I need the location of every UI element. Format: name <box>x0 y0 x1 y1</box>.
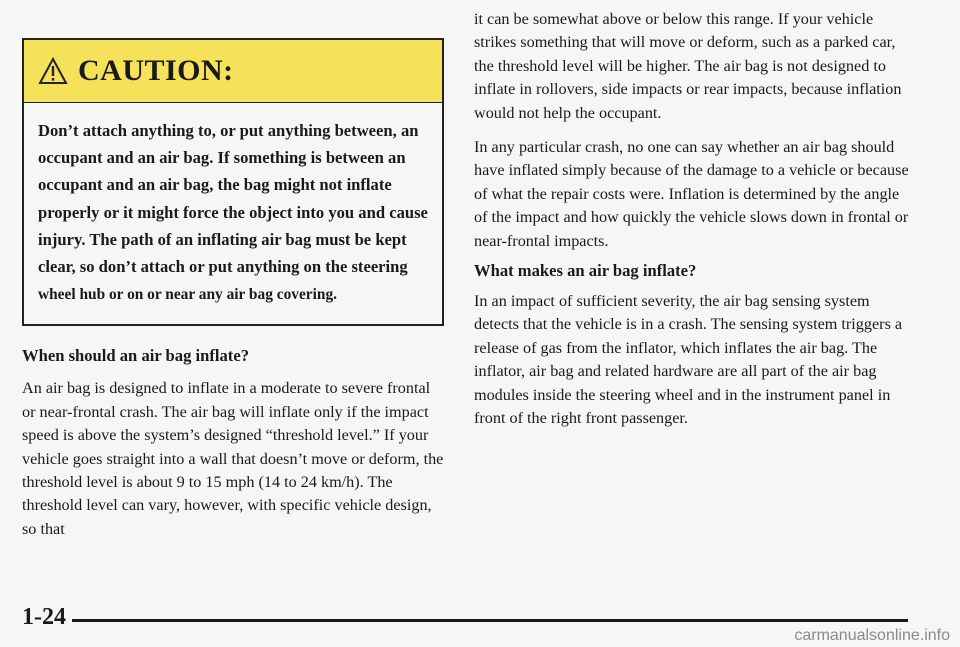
warning-triangle-icon <box>38 57 68 85</box>
caution-box <box>22 38 444 326</box>
caution-body-tail: wheel hub or on or near any air bag covering. <box>38 286 337 304</box>
page-number: 1-24 <box>22 604 66 630</box>
caution-body-text: Don’t attach anything to, or put anything between, an occupant and an air bag. If something is between an occupant and an air bag, the bag might not inflate properly or it might force the object into you and cause injury. The path of an inflating air bag must be kept clear, so don’t attach or put anything on the steering <box>38 121 428 277</box>
caution-header <box>24 40 442 103</box>
right-column <box>474 8 914 431</box>
paragraph-any-crash: In any particular crash, no one can say whether an air bag should have inflated simply because of the damage to a vehicle or because of what the repair costs were. Inflation is determined by the angle of the impact and how quickly the vehicle slows down in frontal or near-frontal impacts. <box>474 138 909 250</box>
section-heading-what-makes-inflate: What makes an air bag inflate? <box>474 261 697 281</box>
page-footer <box>22 604 908 631</box>
paragraph-threshold-range: it can be somewhat above or below this range. If your vehicle strikes something that will move or deform, such as a parked car, the threshold level will be higher. The air bag is not designed to inflate in rollovers, side impacts or rear impacts, because inflation would not help the occupant. <box>474 10 902 122</box>
footer-rule <box>72 619 908 622</box>
watermark: carmanualsonline.info <box>794 627 950 644</box>
caution-title: CAUTION: <box>78 54 234 87</box>
caution-text <box>24 103 442 324</box>
paragraph-sensing-system: In an impact of sufficient severity, the air bag sensing system detects that the vehicle is in a crash. The sensing system triggers a release of gas from the inflator, which inflates the air bag. The inflator, air bag and related hardware are all part of the air bag modules inside the steering wheel and in the instrument panel in front of the right front passenger. <box>474 292 903 428</box>
section-heading-when-inflate: When should an air bag inflate? <box>22 346 249 366</box>
paragraph-when-inflate: An air bag is designed to inflate in a moderate to severe frontal or near-frontal crash. The air bag will inflate only if the impact speed is above the system’s designed “threshold level.” If your vehicle goes straight into a wall that doesn’t move or deform, the threshold level is about 9 to 15 mph (14 to 24 km/h). The threshold level can vary, however, with specific vehicle design, so that <box>22 379 444 538</box>
left-column <box>22 38 444 541</box>
